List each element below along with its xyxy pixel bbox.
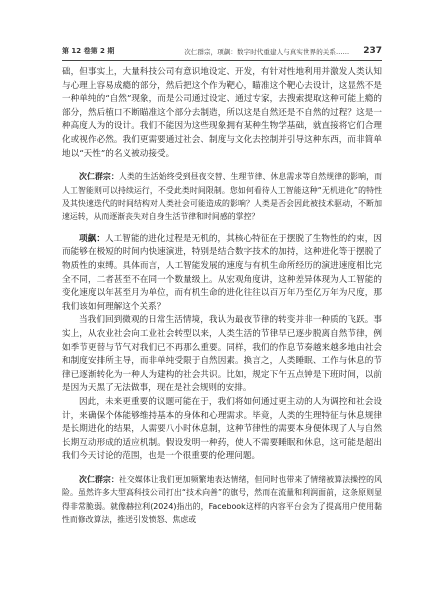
question-1-text: 人类的生活始终受到昼夜交替、生理节律、休息需求等自然规律的影响，而人工智能则可以持续运行，不受此类时间限制。您如何看待人工智能这种“无机进化”的特性及其快速迭代的时间结构对人类社会可能造成的影响？人类是否会因此被技术驱动，不断加速运转，从而逐渐丧失对自身生活节律和时间感的掌控？ — [62, 172, 382, 222]
question-1 — [62, 170, 382, 224]
question-2-text: 社交媒体让我们更加频繁地表达情绪，但同时也带来了情绪被算法操控的风险。虽然许多大型高科技公司打出“技术向善”的旗号，然而在流量和利润面前，这条原则显得非常脆弱。就像赫拉利(2024)指出的，Facebook这样的内容平台会为了提高用户使用黏性而修改算法，推送引发愤怒、焦虑或 — [62, 474, 382, 525]
page-header — [62, 44, 382, 58]
answer-1-speaker: 项飙： — [79, 233, 105, 244]
answer-1-text: 人工智能的进化过程是无机的，其核心特征在于摆脱了生物性的约束，因而能够在极短的时间内快速演进，特别是结合数字技术的加持，这种进化等于摆脱了物质性的束缚。具体而言，人工智能发展的速度与有机生命所经历的演进速度相比完全不同，二者甚至不在同一个数量级上。从宏观角度讲，这种差异体现为人工智能的变化速度以年甚至月为单位，而有机生命的进化往往以百万年乃至亿万年为尺度，那我们该如何理解这个关系？ — [62, 233, 382, 312]
page-number: 237 — [363, 46, 382, 56]
question-2-speaker: 次仁群宗： — [79, 474, 119, 484]
spacer — [62, 224, 382, 233]
running-title: 次仁群宗，项飙：数字时代重建人与真实世界的关系…… — [184, 47, 350, 56]
journal-volume: 第 12 卷第 2 期 — [62, 47, 115, 55]
question-2 — [62, 473, 382, 527]
article-body — [62, 66, 382, 527]
answer-paragraph-2: 当我们回到微观的日常生活情境，我认为最夜节律的转变并非一种质的飞跃。事实上，从农业社会向工业社会转型以来，人类生活的节律早已逐步脱离自然节律，例如季节更替与节气对我们已不再那么重要。同样，我们的作息节奏越来越多地由社会和制度安排所主导，而非单纯受限于自然因素。换言之，人类睡眠、工作与休息的节律已逐渐转化为一种人为建构的社会共识。比如，规定下午五点钟是下班时间，以前是因为天黑了无法做事，现在是社会规则的安排。 — [62, 315, 382, 394]
spacer — [62, 161, 382, 170]
header-rule — [62, 60, 382, 61]
paragraph-continued: 础，但事实上，大量科技公司有意识地设定、开发，有针对性地利用并激发人类认知与心理上容易成瘾的部分，然后把这个作为靶心，瞄准这个靶心去设计，这显然不是一种单纯的“自然”现象，而是公司通过设定、通过专家，去搜索提取这种可能上瘾的部分，然后植口不断瞄准这个部分去制造，所以这是自然还是不自然的过程？这是一种高度人为的设计。我们不能因为这些现象拥有某种生物学基础，就直接将它们合理化或视作必然。我们更需要通过社会、制度与文化去控制并引导这种东西，而非简单地以“天性”的名义被动接受。 — [62, 67, 382, 159]
question-1-speaker: 次仁群宗： — [79, 172, 119, 182]
spacer — [62, 464, 382, 473]
answer-1 — [62, 233, 382, 315]
answer-paragraph-3: 因此，未来更重要的议题可能在于，我们将如何通过更主动的人为调控和社会设计，来确保个体能够维持基本的身体和心理需求。毕竟，人类的生理特征与休息规律是长期进化的结果，人需要八小时休息制，这种节律性的需要本身便体现了人与自然长期互动形成的适应机制。假设发明一种药，使人不需要睡眠和休息，这可能是超出我们今天讨论的范围，也是一个很重要的伦理问题。 — [62, 396, 382, 462]
